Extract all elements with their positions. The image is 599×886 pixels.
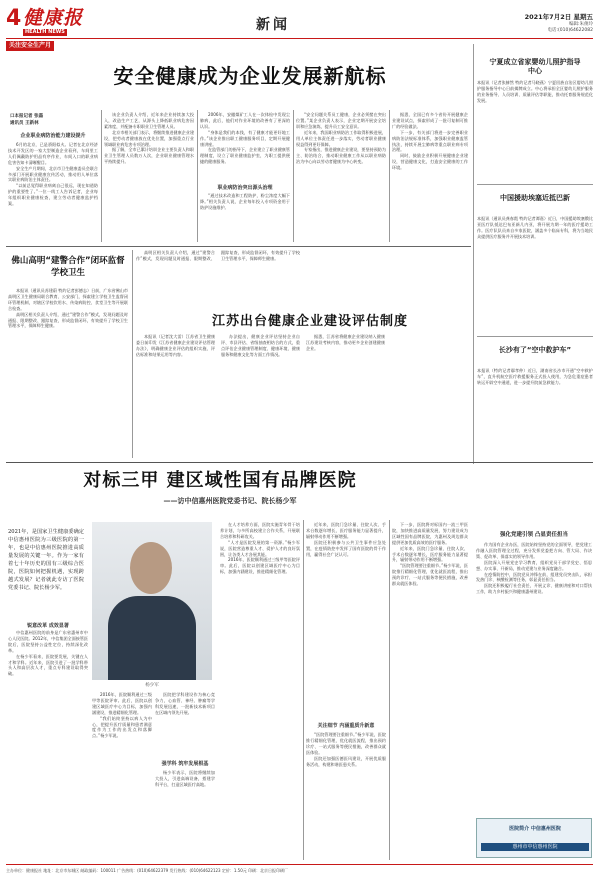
lead-title: 安全健康成为企业发展新航标 [113, 64, 387, 88]
side-item-title: 中国援助埃塞近抵巴新 [500, 194, 570, 202]
feature-subtitle: ——访中信惠州医院党委书记、院长杨少军 [163, 497, 297, 505]
paragraph: 同时，鼓励企业积极开展健康企业建设，营造健康文化，打造安全健康的工作环境。 [392, 153, 468, 171]
paragraph: 近年来，我国职业病防治工作取得积极进展，用人单位主体责任进一步落实，劳动者职业健康权益得到更好保障。 [296, 129, 386, 147]
side-item-title: 长沙有了“空中救护车” [498, 346, 572, 354]
paragraph: 2006年，安徽煤矿工人在一次体检中发现尘肺病，此后，他们对作业环境的改善有了更深的认识。 [200, 112, 290, 129]
paragraph: 近年来，医院门急诊量、住院人次、手术台数逐年增长，医疗服务能力显著提升，辐射带动作用不断增强。 [392, 545, 468, 563]
paragraph: 2016年，医院顺利通过三级甲等医院评审。此后，医院以创建区域医疗中心为目标，加强内涵建设，推进精细化管理。 [92, 692, 152, 715]
mid-left-title: 佛山高明“建警合作”闭环监督学校卫生 [11, 256, 125, 278]
column-rule [132, 250, 133, 458]
paragraph: 下一步，医院将对标国内一流三甲医院，加快推进高质量发展，努力建设成为区域性国有品牌医院，为惠州及周边群众提供更加优质高效的医疗服务。 [392, 522, 468, 545]
paragraph: 在杨少军看来，医院要发展，关键在人才和学科。近年来，医院引进了一批学科带头人和高层次人才，重点专科建设取得突破。 [8, 653, 88, 677]
paragraph: 6月的北京，已是骄阳似火。记者在北京经济技术开发区的一家大型制造企业看到，车间里工人们佩戴防护用品有序作业，车间入口的职业病危害告知卡清晰醒目。 [8, 142, 98, 165]
side-divider [477, 184, 593, 185]
lead-col-4 [296, 112, 386, 240]
right-bottom-body [476, 542, 592, 812]
side-item-body: 本报讯（特约记者鄢孝仲）近日，湖南省长沙市开通“空中救护车”，直升机航空医疗救援服务正式投入使用，为急危重症患者转运开辟空中通道，进一步提升院前急救能力。 [477, 368, 593, 385]
lead-col-3 [200, 112, 290, 182]
lead-col-3b [200, 193, 290, 240]
paragraph: “身体是我们的本钱，有了健康才能更好地工作。”该企业推出职工健康服务项目，定期开展健康讲座。 [200, 129, 290, 147]
feature-a7 [392, 522, 468, 858]
feature-a1 [8, 630, 88, 858]
hospital-ad-banner [476, 818, 592, 858]
paragraph: 本报讯（记者沈大雷）江苏省卫生健康委日前印发《江苏省健康企业建设评估管理办法》，明确健康企业评估的组织实施、评估标准和结果运用等内容。 [136, 334, 215, 357]
paragraph: 中信惠州医院的前身是广东省惠州市中心人民医院。2012年，中信集团全面接管医院后，医院坚持公益性定位，持续深化改革。 [8, 630, 88, 653]
side-divider [477, 336, 593, 337]
lead-col-2 [104, 112, 194, 240]
paragraph: “医院管理要注重细节。”杨少军说，医院推行精细化管理，优化就医流程，推出预约诊疗、一站式服务等便民措施，改善群众就医体验。 [392, 563, 468, 587]
lead-col-5 [392, 112, 468, 240]
section-divider [6, 462, 593, 463]
lead-subhead: 企业职业病防治能力建设提升 [20, 133, 86, 139]
footer-text: 主办单位：健康报社 地址：北京市东城区 邮政编码：100011 广告热线：(010)64622379 发行热线：(010)64622123 定价：1.50元 印刷：北京日报印刷厂 [6, 868, 289, 873]
paragraph: “以前总觉得职业病离自己很远，现在知道防护的重要性了。”一位一线工人告诉记者，企业每年组织职业健康检查，建立劳动者健康监护档案。 [8, 183, 98, 207]
paragraph: “安全问题关系员工健康，企业必须摆在突出位置。”某企业负责人表示，企业定期开展安全培训和应急演练，提升员工安全意识。 [296, 112, 386, 129]
page-number: 4 [6, 6, 22, 31]
paper-name: 健康报 [23, 7, 84, 29]
paragraph: 据悉，全国已有多个省份开展健康企业建设试点，探索形成了一批可复制可推广的经验做法。 [392, 112, 468, 129]
paragraph: 医院把学科建设作为核心竞争力，心血管、神经、肿瘤等学科发展迅速，一批新技术新项目在区域内领先开展。 [155, 692, 215, 715]
mid-right-top [136, 250, 470, 306]
column-tag: 关注安全生产月 [6, 41, 54, 51]
paper-name-en: HEALTH NEWS [25, 29, 65, 35]
feature-a3b [155, 770, 215, 858]
paragraph: 该企业负责人介绍，近年来企业持续加大投入，改造生产工艺，从源头上降低职业病危害因素浓度，并配备专职职业卫生管理人员。 [104, 112, 194, 129]
paragraph: “通过技术改造和工程防护，粉尘浓度大幅下降。”相关负责人说，企业每年投入专项资金用于防护设施维护。 [200, 193, 290, 210]
paragraph: 杨少军表示，医院将继续加大投入，引进高端设备，搭建学科平台，打造区域医疗高地。 [155, 770, 215, 787]
feature-a3 [155, 692, 215, 756]
editor-line: 编辑:朱俊玲 [568, 22, 593, 27]
paragraph: 医院深入开展党史学习教育，组织党员干部学党史、悟思想、办实事、开新局，推动党建与业务深度融合。 [476, 559, 592, 571]
lead-col-1 [8, 142, 98, 240]
paragraph: 近年来，医院门急诊量、住院人次、手术台数逐年增长，医疗服务能力显著提升，辐射带动作用不断增强。 [306, 522, 386, 539]
paragraph: 医院还积极履行社会责任，开展义诊、健康讲座和对口帮扶工作，助力乡村振兴和健康惠州建设。 [476, 583, 592, 595]
side-item-body: 本报讯（通讯员龚春霞 特约记者谭嘉）近日，中国援助埃塞俄比亚医疗队抵达巴布亚新几内亚，将开展为期一年的医疗援助工作。医疗队队员来自多家医院，涵盖多个临床专科，将为当地民众提供医疗服务并开展技术培训。 [477, 216, 593, 239]
column-rule [197, 110, 198, 242]
mid-left-body [8, 288, 128, 456]
section-title: 新闻 [256, 17, 290, 33]
date-line: 2021年7月2日 星期五 [524, 13, 593, 21]
column-rule [293, 110, 294, 242]
portrait-photo [92, 522, 212, 680]
side-item-body: 本报讯（记者张赫然 特约记者马晓燕）宁夏回族自治区婴幼儿照护服务指导中心日前揭牌成立。中心将承担全区婴幼儿照护服务的业务指导、人员培训、质量评估等职能，推动托育服务规范化发展。 [477, 80, 593, 103]
column-rule [101, 110, 102, 242]
column-rule [389, 520, 390, 860]
ad-footer: 惠州市中信惠州医院 [481, 843, 589, 851]
paragraph: 高明区相关负责人介绍，通过“建警合作”模式，发现问题及时通报、限期整改、跟踪复查，形成监督闭环，有效提升了学校卫生管理水平，保障师生健康。 [136, 250, 300, 261]
paragraph: 本报讯（通讯员苏建蔚 特约记者彭德志）日前，广东省佛山市高明区卫生健康局联合教育、公安部门，探索建立学校卫生监督闭环管理机制，对辖区学校饮用水、传染病防控、食堂卫生等开展联合检查。 [8, 288, 128, 311]
paragraph: 办法提出，健康企业评估坚持企业自评、市县评估、省级抽查相结合的方式，重点评估企业健康管理制度、健康环境、健康服务和健康文化等方面工作情况。 [221, 334, 300, 357]
paragraph: 在人才培养方面，医院实施青年骨干培养计划，与多所高校建立合作关系，开展联合培养和科研攻关。 [220, 522, 300, 539]
column-rule [303, 520, 304, 860]
side-column [477, 44, 593, 464]
masthead-rule [6, 38, 593, 39]
feature-a6 [306, 732, 386, 858]
paragraph: 据悉，江苏省将健康企业建设纳入健康江苏建设考核内容，推动更多企业创建健康企业。 [306, 334, 385, 351]
feature-a4 [220, 522, 300, 858]
right-bottom-title: 强化党建引领 凸显责任担当 [500, 532, 568, 538]
ad-text: 医院简介 中信惠州医院 [509, 826, 561, 832]
paragraph: 据了解，全市已累计培训企业主要负责人和职业卫生管理人员数万人次，企业职业健康管理水平持续提升。 [104, 147, 194, 165]
paragraph: 医院还积极参与公共卫生事件应急处置，在疫情防控中发挥了国有医院的骨干作用，赢得社会广泛认可。 [306, 539, 386, 557]
phone-line: 电话:(010)64622082 [547, 28, 593, 33]
paragraph: “我们始终坚持以病人为中心，把提升医疗质量和患者满意度作为工作的出发点和落脚点。”杨少军说。 [92, 715, 152, 739]
side-rule [473, 44, 474, 464]
paragraph: 高明区相关负责人介绍，通过“建警合作”模式，发现问题及时通报、限期整改、跟踪复查，形成监督闭环，有效提升了学校卫生管理水平，保障师生健康。 [8, 311, 128, 329]
paragraph: 安全生产月期间，北京市卫生健康委员会联合多部门开展职业健康宣传活动，推动用人单位落实职业病防治主体责任。 [8, 165, 98, 183]
side-item-title: 宁夏成立省家婴幼儿照护指导中心 [489, 58, 581, 75]
feature-intro: 2021年，是国家卫生健康委确定中信惠州医院为三级医院的第一年，也是中信惠州医院推进高质量发展的关键一年。作为一家有着七十年历史的国有三级综合医院，医院如何把握机遇，实现跨越式发展？记者就此专访了医院党委书记、院长杨少军。 [8, 529, 84, 591]
mid-right-title: 江苏出台健康企业建设评估制度 [211, 314, 408, 329]
feature-q3: 关注细节 内涵重质升新意 [317, 723, 375, 729]
paragraph: “医院管理要注重细节。”杨少军说，医院推行精细化管理，优化就医流程，推出预约诊疗、一站式服务等便民措施，改善群众就医体验。 [306, 732, 386, 755]
column-rule [389, 110, 390, 242]
paragraph: 下一步，有关部门将进一步完善职业病防治法规标准体系，加强职业健康监管执法，持续开展尘肺病等重点职业病专项治理。 [392, 129, 468, 153]
feature-title: 对标三甲 建区域性国有品牌医院 [83, 470, 357, 491]
paragraph: 在疫情防控中，医院党员冲锋在前，组建党员突击队，承担发热门诊、核酸检测等任务，彰显责任担当。 [476, 571, 592, 583]
paragraph: 2016年，医院顺利通过三级甲等医院评审。此后，医院以创建区域医疗中心为目标，加强内涵建设，推进精细化管理。 [220, 557, 300, 575]
section-divider [6, 246, 471, 247]
feature-a5 [306, 522, 386, 718]
lead-subhead-2: 职业病防治突出源头治理 [217, 185, 273, 191]
portrait-body [108, 596, 196, 680]
feature-q2: 强学科 筑牢发展根基 [161, 761, 209, 767]
paragraph: “人才是医院发展的第一资源。”杨少军说，医院营造尊重人才、爱护人才的良好氛围，让各类人才各展其能。 [220, 539, 300, 557]
masthead [6, 8, 593, 38]
footer-rule [6, 864, 593, 865]
feature-a2 [92, 692, 152, 858]
photo-caption: 杨少军 [145, 683, 159, 688]
lead-byline-2: 通讯员 王新林 [10, 121, 39, 126]
feature-q1: 锐意改革 成效显著 [27, 623, 69, 629]
paragraph: 专家指出，推进健康企业建设，要坚持预防为主、防治结合，推动职业健康工作从以职业病防治为中心向以劳动者健康为中心转变。 [296, 147, 386, 165]
paragraph: 北京市相关部门表示，将继续推进健康企业建设，把劳动者健康放在优先位置，加强重点行业领域职业病危害专项治理。 [104, 129, 194, 147]
lead-byline-1: 口本报记者 张磊 [10, 114, 44, 119]
mid-right-body [136, 334, 470, 458]
paragraph: 作为国有企业办医，医院始终坚持党的全面领导，把党建工作融入医院管理全过程，充分发挥党委把方向、管大局、作决策、促改革、保落实的领导作用。 [476, 542, 592, 559]
paragraph: 在监管部门的指导下，企业建立了职业健康管理制度，设立了职业健康监护室，为职工提供便捷的健康服务。 [200, 147, 290, 165]
portrait-head [130, 542, 172, 594]
paragraph: 医院还加强医德医风建设，开展优质服务活动，构建和谐医患关系。 [306, 755, 386, 767]
